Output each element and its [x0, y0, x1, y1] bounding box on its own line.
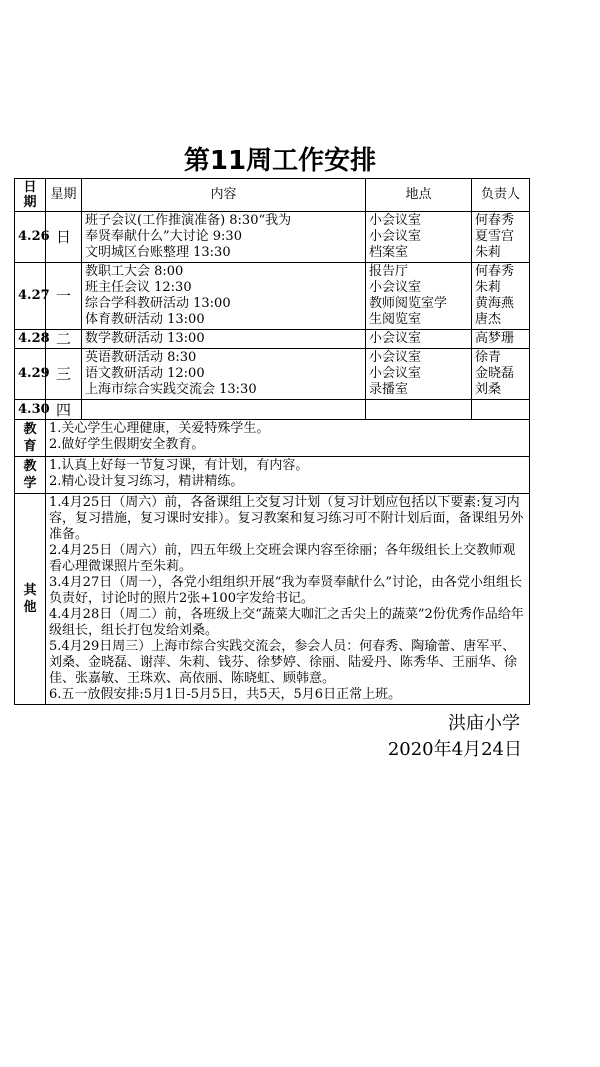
section-item: 1.关心学生心理健康，关爱特殊学生。: [49, 421, 270, 436]
row-date: 4.28: [15, 330, 46, 349]
schedule-row: [15, 400, 530, 420]
section-label-char: 学: [23, 476, 37, 491]
row-owner: [472, 400, 530, 420]
note-section-row: [15, 457, 530, 494]
row-location: [366, 263, 472, 330]
section-label-char: 教: [23, 422, 37, 437]
row-weekday: 二: [46, 330, 82, 349]
location-line: 报告厅: [369, 264, 409, 279]
content-line: 班子会议(工作推演准备) 8:30“我为: [85, 213, 292, 228]
schedule-row: [15, 263, 530, 330]
schedule-row: [15, 330, 530, 349]
location-line: 教师阅览室学: [369, 296, 448, 311]
row-weekday: 日: [46, 212, 82, 263]
row-content: [82, 212, 366, 263]
section-items: [46, 457, 530, 494]
schedule-row: [15, 212, 530, 263]
school-name: 洪庙小学: [448, 713, 520, 734]
location-line: 生阅览室: [369, 312, 422, 327]
section-item: 1.4月25日（周六）前，各备课组上交复习计划（复习计划应包括以下要素:复习内容，复习措施，复习课时安排）。复习教案和复习练习可不附计划后面，备课组另外准备。: [49, 495, 524, 542]
page-title: 第11周工作安排: [183, 146, 377, 176]
owner-line: 朱莉: [475, 245, 502, 260]
row-location: [366, 212, 472, 263]
row-owner: [472, 212, 530, 263]
row-date: 4.26: [15, 212, 46, 263]
row-location: [366, 349, 472, 400]
content-line: 文明城区台账整理 13:30: [85, 245, 231, 260]
location-line: 小会议室: [369, 331, 422, 346]
header-content: 内容: [82, 179, 366, 212]
row-date: 4.29: [15, 349, 46, 400]
owner-line: 金晓磊: [475, 366, 515, 381]
header-date-line: 期: [23, 195, 37, 210]
note-section-row: [15, 494, 530, 705]
content-line: 英语教研活动 8:30: [85, 350, 197, 365]
location-line: 小会议室: [369, 213, 422, 228]
owner-line: 夏雪宫: [475, 229, 515, 244]
section-item: 4.4月28日（周二）前，各班级上交“蔬菜大咖汇之舌尖上的蔬菜”2份优秀作品给年级组长，组长打包发给刘桑。: [49, 607, 524, 638]
header-date: [15, 179, 46, 212]
section-label-char: 其: [23, 583, 37, 598]
header-location: 地点: [366, 179, 472, 212]
owner-line: 朱莉: [475, 280, 502, 295]
section-items: [46, 494, 530, 705]
row-location: [366, 330, 472, 349]
content-line: 奉贤奉献什么”大讨论 9:30: [85, 229, 242, 244]
row-content: [82, 349, 366, 400]
content-line: 上海市综合实践交流会 13:30: [85, 382, 257, 397]
section-item: 6.五一放假安排:5月1日-5月5日，共5天，5月6日正常上班。: [49, 687, 402, 702]
row-date: 4.27: [15, 263, 46, 330]
section-label: [15, 457, 46, 494]
content-line: 班主任会议 12:30: [85, 280, 192, 295]
content-line: 语文教研活动 12:00: [85, 366, 205, 381]
section-label: [15, 494, 46, 705]
content-line: 数学教研活动 13:00: [85, 331, 205, 346]
location-line: 小会议室: [369, 366, 422, 381]
location-line: 小会议室: [369, 280, 422, 295]
note-section-row: [15, 420, 530, 457]
row-content: [82, 400, 366, 420]
schedule-row: [15, 349, 530, 400]
section-item: 2.精心设计复习练习，精讲精练。: [49, 474, 244, 489]
owner-line: 唐杰: [475, 312, 502, 327]
owner-line: 徐青: [475, 350, 502, 365]
section-item: 3.4月27日（周一），各党小组组织开展“我为奉贤奉献什么”讨论，由各党小组组长负责好，讨论时的照片2张+100字发给书记。: [49, 575, 523, 606]
owner-line: 何春秀: [475, 264, 515, 279]
content-line: 教职工大会 8:00: [85, 264, 184, 279]
section-label-char: 育: [23, 439, 37, 454]
header-weekday: 星期: [46, 179, 82, 212]
section-label: [15, 420, 46, 457]
section-item: 2.做好学生假期安全教育。: [49, 437, 205, 452]
issue-date: 2020年4月24日: [387, 739, 522, 760]
header-date-line: 日: [23, 180, 37, 195]
owner-line: 高梦珊: [475, 331, 515, 346]
content-line: 体育教研活动 13:00: [85, 312, 205, 327]
row-owner: [472, 263, 530, 330]
location-line: 档案室: [369, 245, 409, 260]
section-items: [46, 420, 530, 457]
row-location: [366, 400, 472, 420]
row-content: [82, 263, 366, 330]
section-label-char: 教: [23, 459, 37, 474]
location-line: 录播室: [369, 382, 409, 397]
row-owner: [472, 349, 530, 400]
section-item: 5.4月29日周三）上海市综合实践交流会，参会人员：何春秀、陶瑜蕾、唐军平、刘桑、金晓磊、谢萍、朱莉、钱芬、徐梦婷、徐丽、陆爱丹、陈秀华、王丽华、徐佳、张嘉敏、王珠欢、高依丽、陈晓虹、顾韩意。: [49, 639, 518, 686]
row-weekday: 四: [46, 400, 82, 420]
row-content: [82, 330, 366, 349]
owner-line: 何春秀: [475, 213, 515, 228]
row-owner: [472, 330, 530, 349]
schedule-table: [14, 178, 530, 705]
content-line: 综合学科教研活动 13:00: [85, 296, 231, 311]
table-header-row: [15, 179, 530, 212]
section-label-char: 他: [23, 600, 37, 615]
row-date: 4.30: [15, 400, 46, 420]
section-item: 1.认真上好每一节复习课，有计划，有内容。: [49, 458, 309, 473]
owner-line: 刘桑: [475, 382, 502, 397]
header-owner: 负责人: [472, 179, 530, 212]
owner-line: 黄海燕: [475, 296, 515, 311]
location-line: 小会议室: [369, 350, 422, 365]
location-line: 小会议室: [369, 229, 422, 244]
section-item: 2.4月25日（周六）前，四五年级上交班会课内容至徐丽；各年级组长上交教师观看心理微课照片至朱莉。: [49, 543, 516, 574]
row-weekday: 三: [46, 349, 82, 400]
row-weekday: 一: [46, 263, 82, 330]
